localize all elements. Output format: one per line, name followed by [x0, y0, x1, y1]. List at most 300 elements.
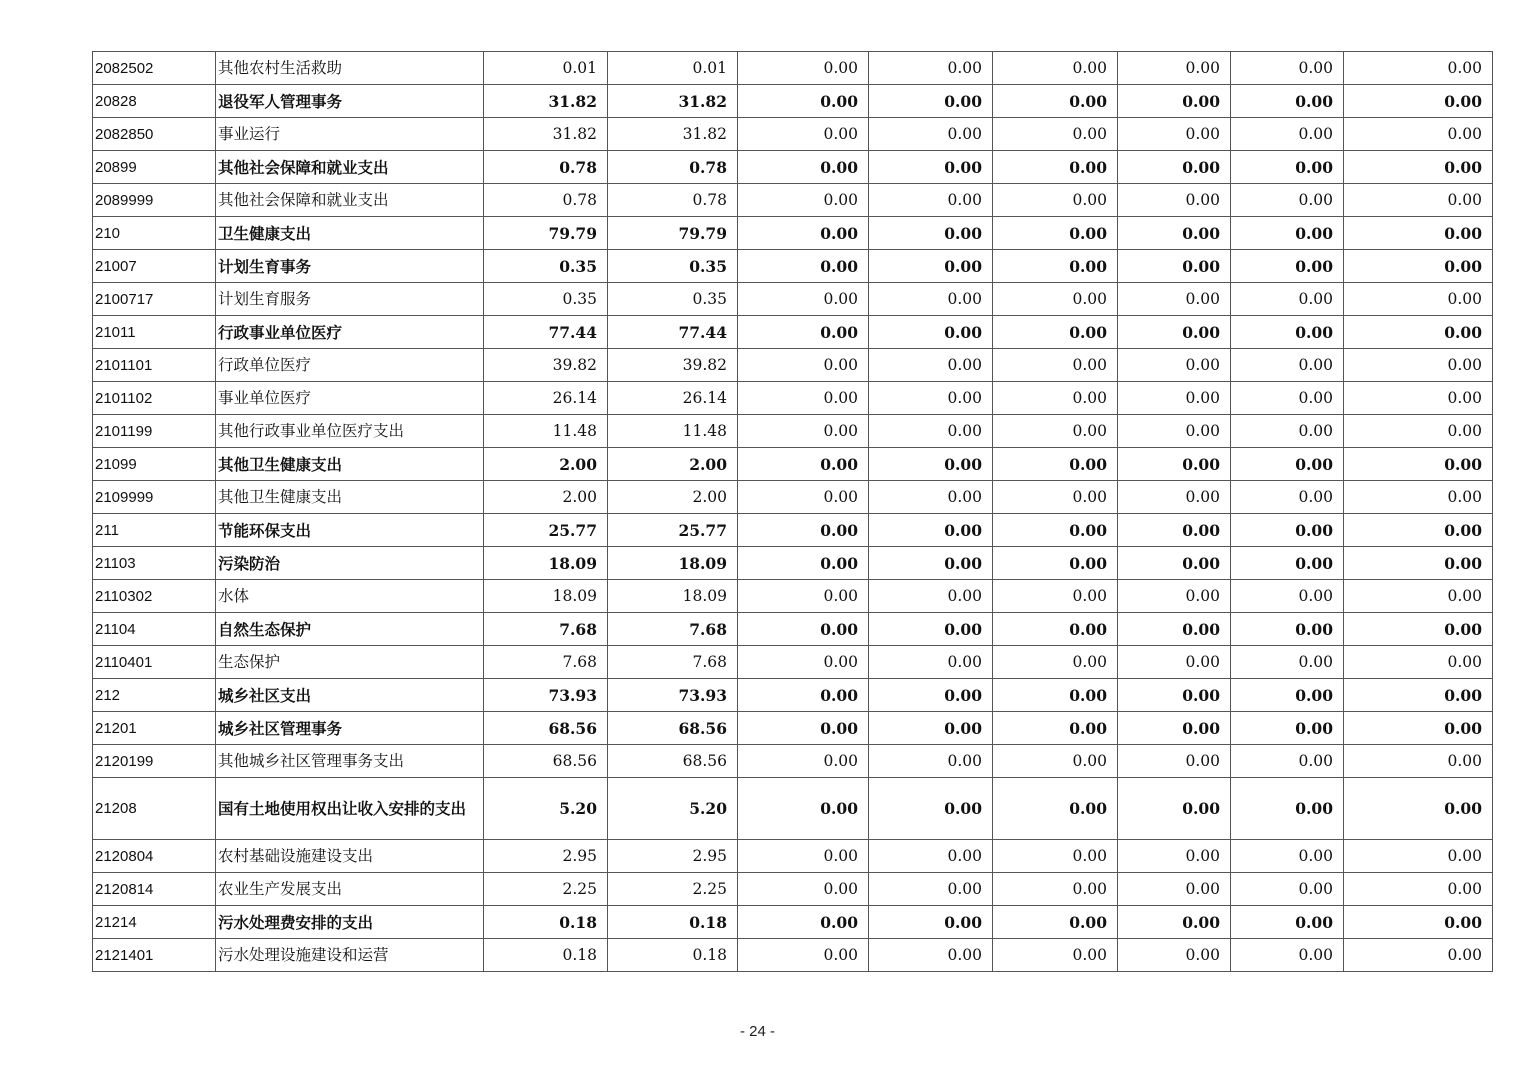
amount-cell: 11.48 — [484, 415, 608, 448]
amount-cell: 0.00 — [1231, 514, 1344, 547]
subject-code-cell: 2082850 — [93, 118, 216, 151]
subject-name-cell: 事业单位医疗 — [216, 382, 484, 415]
amount-cell: 0.00 — [1344, 840, 1493, 873]
amount-cell: 0.00 — [1344, 580, 1493, 613]
amount-cell: 0.00 — [993, 679, 1118, 712]
amount-cell: 0.00 — [1344, 382, 1493, 415]
amount-cell: 0.00 — [869, 184, 993, 217]
amount-cell: 0.00 — [1344, 613, 1493, 646]
amount-cell: 0.00 — [1118, 52, 1231, 85]
amount-cell: 77.44 — [484, 316, 608, 349]
amount-cell: 0.00 — [738, 52, 869, 85]
amount-cell: 0.78 — [608, 184, 738, 217]
subject-name-cell: 其他卫生健康支出 — [216, 481, 484, 514]
subject-name-cell: 其他农村生活救助 — [216, 52, 484, 85]
amount-cell: 0.00 — [738, 184, 869, 217]
subject-name-cell: 其他卫生健康支出 — [216, 448, 484, 481]
amount-cell: 25.77 — [484, 514, 608, 547]
amount-cell: 0.00 — [993, 745, 1118, 778]
amount-cell: 2.00 — [608, 481, 738, 514]
subject-name-cell: 水体 — [216, 580, 484, 613]
amount-cell: 0.18 — [608, 906, 738, 939]
amount-cell: 0.00 — [869, 481, 993, 514]
subject-code-cell: 21099 — [93, 448, 216, 481]
amount-cell: 0.00 — [993, 415, 1118, 448]
amount-cell: 18.09 — [484, 547, 608, 580]
amount-cell: 0.00 — [738, 873, 869, 906]
amount-cell: 0.00 — [738, 547, 869, 580]
amount-cell: 7.68 — [484, 646, 608, 679]
amount-cell: 0.00 — [869, 349, 993, 382]
table-row — [93, 613, 1493, 646]
amount-cell: 0.00 — [1231, 906, 1344, 939]
table-row — [93, 349, 1493, 382]
amount-cell: 0.00 — [869, 217, 993, 250]
amount-cell: 0.78 — [484, 184, 608, 217]
table-row — [93, 217, 1493, 250]
amount-cell: 0.01 — [484, 52, 608, 85]
amount-cell: 0.00 — [1231, 85, 1344, 118]
amount-cell: 0.00 — [869, 906, 993, 939]
amount-cell: 0.00 — [1231, 840, 1344, 873]
table-row — [93, 514, 1493, 547]
amount-cell: 0.00 — [1231, 547, 1344, 580]
table-row — [93, 873, 1493, 906]
subject-code-cell: 2101199 — [93, 415, 216, 448]
amount-cell: 18.09 — [608, 547, 738, 580]
subject-name-cell: 计划生育事务 — [216, 250, 484, 283]
subject-name-cell: 城乡社区支出 — [216, 679, 484, 712]
amount-cell: 0.00 — [993, 283, 1118, 316]
table-body — [93, 52, 1493, 972]
amount-cell: 0.00 — [1344, 316, 1493, 349]
amount-cell: 0.00 — [993, 712, 1118, 745]
amount-cell: 0.00 — [1344, 184, 1493, 217]
amount-cell: 0.00 — [1344, 151, 1493, 184]
amount-cell: 0.00 — [738, 85, 869, 118]
page-number: - 24 - — [739, 1023, 775, 1040]
amount-cell: 5.20 — [484, 778, 608, 840]
subject-code-cell: 21208 — [93, 778, 216, 840]
table-row — [93, 712, 1493, 745]
amount-cell: 0.00 — [1231, 250, 1344, 283]
amount-cell: 0.00 — [1344, 679, 1493, 712]
table-row — [93, 580, 1493, 613]
amount-cell: 73.93 — [608, 679, 738, 712]
amount-cell: 0.00 — [1344, 745, 1493, 778]
amount-cell: 0.18 — [484, 939, 608, 972]
amount-cell: 0.00 — [869, 580, 993, 613]
subject-code-cell: 20828 — [93, 85, 216, 118]
amount-cell: 0.00 — [1344, 415, 1493, 448]
subject-code-cell: 2120804 — [93, 840, 216, 873]
amount-cell: 0.00 — [1118, 151, 1231, 184]
amount-cell: 0.00 — [1344, 906, 1493, 939]
amount-cell: 0.00 — [738, 481, 869, 514]
amount-cell: 0.35 — [608, 250, 738, 283]
amount-cell: 68.56 — [608, 745, 738, 778]
amount-cell: 0.00 — [1344, 349, 1493, 382]
table-row — [93, 316, 1493, 349]
amount-cell: 0.00 — [993, 349, 1118, 382]
amount-cell: 18.09 — [484, 580, 608, 613]
amount-cell: 0.00 — [1231, 481, 1344, 514]
amount-cell: 0.00 — [993, 382, 1118, 415]
amount-cell: 0.00 — [1231, 349, 1344, 382]
subject-name-cell: 其他行政事业单位医疗支出 — [216, 415, 484, 448]
amount-cell: 0.00 — [1344, 217, 1493, 250]
amount-cell: 0.00 — [1231, 283, 1344, 316]
amount-cell: 0.00 — [1344, 52, 1493, 85]
amount-cell: 0.00 — [1231, 939, 1344, 972]
table-row — [93, 547, 1493, 580]
amount-cell: 0.00 — [993, 613, 1118, 646]
amount-cell: 0.00 — [738, 939, 869, 972]
amount-cell: 0.00 — [993, 547, 1118, 580]
amount-cell: 0.00 — [1344, 547, 1493, 580]
subject-code-cell: 21104 — [93, 613, 216, 646]
amount-cell: 0.00 — [1231, 873, 1344, 906]
subject-name-cell: 污水处理费安排的支出 — [216, 906, 484, 939]
subject-code-cell: 2082502 — [93, 52, 216, 85]
amount-cell: 0.00 — [1231, 646, 1344, 679]
amount-cell: 11.48 — [608, 415, 738, 448]
subject-name-cell: 生态保护 — [216, 646, 484, 679]
amount-cell: 0.78 — [484, 151, 608, 184]
amount-cell: 0.00 — [993, 646, 1118, 679]
amount-cell: 0.00 — [1231, 118, 1344, 151]
amount-cell: 77.44 — [608, 316, 738, 349]
subject-name-cell: 污水处理设施建设和运营 — [216, 939, 484, 972]
amount-cell: 0.00 — [869, 85, 993, 118]
budget-table — [92, 51, 1493, 972]
table-row — [93, 448, 1493, 481]
amount-cell: 0.18 — [484, 906, 608, 939]
amount-cell: 0.00 — [1231, 184, 1344, 217]
amount-cell: 25.77 — [608, 514, 738, 547]
amount-cell: 0.35 — [484, 250, 608, 283]
amount-cell: 0.00 — [1118, 382, 1231, 415]
amount-cell: 0.00 — [738, 415, 869, 448]
amount-cell: 0.00 — [869, 613, 993, 646]
amount-cell: 31.82 — [608, 118, 738, 151]
amount-cell: 0.00 — [738, 613, 869, 646]
amount-cell: 0.00 — [993, 939, 1118, 972]
amount-cell: 0.00 — [869, 778, 993, 840]
subject-name-cell: 计划生育服务 — [216, 283, 484, 316]
table-row — [93, 283, 1493, 316]
subject-name-cell: 行政单位医疗 — [216, 349, 484, 382]
amount-cell: 0.00 — [869, 646, 993, 679]
amount-cell: 0.00 — [1344, 939, 1493, 972]
amount-cell: 0.00 — [738, 118, 869, 151]
amount-cell: 0.00 — [738, 646, 869, 679]
subject-code-cell: 2121401 — [93, 939, 216, 972]
amount-cell: 18.09 — [608, 580, 738, 613]
amount-cell: 0.00 — [869, 679, 993, 712]
amount-cell: 0.01 — [608, 52, 738, 85]
amount-cell: 26.14 — [608, 382, 738, 415]
amount-cell: 0.00 — [1344, 448, 1493, 481]
subject-name-cell: 行政事业单位医疗 — [216, 316, 484, 349]
amount-cell: 0.00 — [738, 580, 869, 613]
table-row — [93, 151, 1493, 184]
amount-cell: 31.82 — [484, 85, 608, 118]
amount-cell: 0.00 — [1118, 349, 1231, 382]
amount-cell: 2.00 — [484, 481, 608, 514]
amount-cell: 73.93 — [484, 679, 608, 712]
table-row — [93, 840, 1493, 873]
amount-cell: 31.82 — [484, 118, 608, 151]
amount-cell: 0.00 — [1344, 646, 1493, 679]
amount-cell: 0.00 — [993, 514, 1118, 547]
amount-cell: 0.00 — [1231, 382, 1344, 415]
amount-cell: 0.00 — [869, 840, 993, 873]
amount-cell: 39.82 — [608, 349, 738, 382]
amount-cell: 0.00 — [738, 349, 869, 382]
amount-cell: 0.00 — [738, 745, 869, 778]
subject-name-cell: 其他社会保障和就业支出 — [216, 184, 484, 217]
amount-cell: 0.00 — [869, 118, 993, 151]
amount-cell: 0.00 — [993, 906, 1118, 939]
amount-cell: 0.00 — [869, 448, 993, 481]
amount-cell: 26.14 — [484, 382, 608, 415]
amount-cell: 0.00 — [869, 415, 993, 448]
amount-cell: 0.00 — [1231, 52, 1344, 85]
amount-cell: 68.56 — [608, 712, 738, 745]
amount-cell: 0.00 — [1118, 217, 1231, 250]
table-row — [93, 481, 1493, 514]
subject-code-cell: 210 — [93, 217, 216, 250]
amount-cell: 0.00 — [1344, 514, 1493, 547]
amount-cell: 7.68 — [484, 613, 608, 646]
amount-cell: 0.00 — [1118, 580, 1231, 613]
amount-cell: 0.00 — [738, 712, 869, 745]
amount-cell: 0.00 — [1231, 613, 1344, 646]
amount-cell: 0.00 — [1231, 151, 1344, 184]
subject-code-cell: 21103 — [93, 547, 216, 580]
amount-cell: 0.00 — [1344, 250, 1493, 283]
subject-code-cell: 2089999 — [93, 184, 216, 217]
amount-cell: 0.00 — [993, 840, 1118, 873]
subject-code-cell: 21007 — [93, 250, 216, 283]
subject-name-cell: 城乡社区管理事务 — [216, 712, 484, 745]
table-row — [93, 646, 1493, 679]
amount-cell: 0.00 — [993, 52, 1118, 85]
amount-cell: 0.00 — [738, 778, 869, 840]
amount-cell: 0.00 — [1231, 316, 1344, 349]
amount-cell: 0.00 — [1231, 448, 1344, 481]
amount-cell: 0.00 — [738, 382, 869, 415]
amount-cell: 0.00 — [738, 283, 869, 316]
amount-cell: 0.00 — [869, 382, 993, 415]
amount-cell: 2.25 — [484, 873, 608, 906]
amount-cell: 0.00 — [1118, 906, 1231, 939]
amount-cell: 0.00 — [993, 580, 1118, 613]
subject-code-cell: 2120814 — [93, 873, 216, 906]
amount-cell: 0.00 — [1118, 613, 1231, 646]
table-row — [93, 745, 1493, 778]
table-row — [93, 778, 1493, 840]
amount-cell: 7.68 — [608, 646, 738, 679]
amount-cell: 5.20 — [608, 778, 738, 840]
amount-cell: 0.00 — [738, 151, 869, 184]
amount-cell: 0.00 — [1118, 679, 1231, 712]
table-row — [93, 906, 1493, 939]
table-row — [93, 184, 1493, 217]
subject-code-cell: 2101102 — [93, 382, 216, 415]
subject-code-cell: 2109999 — [93, 481, 216, 514]
subject-code-cell: 2110401 — [93, 646, 216, 679]
amount-cell: 68.56 — [484, 745, 608, 778]
amount-cell: 0.00 — [993, 316, 1118, 349]
subject-name-cell: 其他社会保障和就业支出 — [216, 151, 484, 184]
amount-cell: 0.00 — [869, 283, 993, 316]
table-row — [93, 52, 1493, 85]
amount-cell: 0.00 — [869, 514, 993, 547]
amount-cell: 0.00 — [993, 217, 1118, 250]
amount-cell: 0.00 — [1118, 547, 1231, 580]
amount-cell: 0.00 — [1344, 712, 1493, 745]
amount-cell: 0.00 — [1118, 118, 1231, 151]
amount-cell: 0.00 — [1118, 646, 1231, 679]
amount-cell: 2.00 — [484, 448, 608, 481]
amount-cell: 0.18 — [608, 939, 738, 972]
amount-cell: 0.00 — [1118, 184, 1231, 217]
amount-cell: 0.00 — [738, 840, 869, 873]
amount-cell: 0.00 — [1118, 283, 1231, 316]
amount-cell: 0.00 — [869, 151, 993, 184]
amount-cell: 0.00 — [869, 316, 993, 349]
amount-cell: 0.35 — [608, 283, 738, 316]
subject-name-cell: 农业生产发展支出 — [216, 873, 484, 906]
amount-cell: 0.00 — [993, 151, 1118, 184]
amount-cell: 0.00 — [738, 448, 869, 481]
amount-cell: 0.00 — [1118, 712, 1231, 745]
table-row — [93, 679, 1493, 712]
amount-cell: 0.00 — [869, 939, 993, 972]
subject-name-cell: 国有土地使用权出让收入安排的支出 — [216, 778, 484, 840]
amount-cell: 0.00 — [869, 745, 993, 778]
amount-cell: 0.00 — [993, 118, 1118, 151]
amount-cell: 2.95 — [608, 840, 738, 873]
amount-cell: 0.00 — [1118, 514, 1231, 547]
subject-name-cell: 污染防治 — [216, 547, 484, 580]
subject-code-cell: 211 — [93, 514, 216, 547]
subject-code-cell: 21214 — [93, 906, 216, 939]
amount-cell: 0.00 — [869, 547, 993, 580]
amount-cell: 0.00 — [1118, 778, 1231, 840]
amount-cell: 0.00 — [1231, 415, 1344, 448]
amount-cell: 79.79 — [484, 217, 608, 250]
amount-cell: 0.00 — [993, 184, 1118, 217]
amount-cell: 0.00 — [993, 250, 1118, 283]
subject-code-cell: 2100717 — [93, 283, 216, 316]
amount-cell: 39.82 — [484, 349, 608, 382]
amount-cell: 0.78 — [608, 151, 738, 184]
amount-cell: 0.00 — [1231, 679, 1344, 712]
amount-cell: 0.00 — [993, 873, 1118, 906]
subject-code-cell: 2120199 — [93, 745, 216, 778]
amount-cell: 0.00 — [993, 481, 1118, 514]
table-row — [93, 85, 1493, 118]
amount-cell: 0.00 — [1118, 745, 1231, 778]
amount-cell: 0.00 — [869, 873, 993, 906]
amount-cell: 2.00 — [608, 448, 738, 481]
amount-cell: 0.00 — [1231, 778, 1344, 840]
amount-cell: 0.00 — [1118, 448, 1231, 481]
amount-cell: 0.00 — [1118, 873, 1231, 906]
subject-code-cell: 2101101 — [93, 349, 216, 382]
amount-cell: 0.00 — [993, 448, 1118, 481]
amount-cell: 0.00 — [1231, 745, 1344, 778]
subject-code-cell: 21201 — [93, 712, 216, 745]
amount-cell: 0.00 — [738, 906, 869, 939]
amount-cell: 0.00 — [1118, 250, 1231, 283]
amount-cell: 0.00 — [1118, 939, 1231, 972]
amount-cell: 31.82 — [608, 85, 738, 118]
subject-name-cell: 农村基础设施建设支出 — [216, 840, 484, 873]
amount-cell: 0.00 — [1118, 85, 1231, 118]
subject-name-cell: 事业运行 — [216, 118, 484, 151]
amount-cell: 0.00 — [993, 778, 1118, 840]
amount-cell: 0.00 — [1344, 873, 1493, 906]
amount-cell: 0.00 — [1344, 118, 1493, 151]
subject-name-cell: 节能环保支出 — [216, 514, 484, 547]
subject-code-cell: 212 — [93, 679, 216, 712]
amount-cell: 0.00 — [869, 712, 993, 745]
amount-cell: 79.79 — [608, 217, 738, 250]
amount-cell: 0.00 — [1118, 415, 1231, 448]
amount-cell: 0.00 — [1344, 778, 1493, 840]
amount-cell: 0.00 — [993, 85, 1118, 118]
amount-cell: 0.00 — [1118, 481, 1231, 514]
subject-name-cell: 其他城乡社区管理事务支出 — [216, 745, 484, 778]
amount-cell: 2.25 — [608, 873, 738, 906]
amount-cell: 0.00 — [738, 514, 869, 547]
table-row — [93, 382, 1493, 415]
subject-code-cell: 2110302 — [93, 580, 216, 613]
subject-code-cell: 21011 — [93, 316, 216, 349]
amount-cell: 0.00 — [1118, 840, 1231, 873]
amount-cell: 0.35 — [484, 283, 608, 316]
amount-cell: 0.00 — [738, 316, 869, 349]
table-row — [93, 118, 1493, 151]
amount-cell: 0.00 — [1231, 580, 1344, 613]
amount-cell: 0.00 — [869, 52, 993, 85]
amount-cell: 2.95 — [484, 840, 608, 873]
subject-code-cell: 20899 — [93, 151, 216, 184]
amount-cell: 0.00 — [738, 250, 869, 283]
subject-name-cell: 自然生态保护 — [216, 613, 484, 646]
amount-cell: 0.00 — [1344, 85, 1493, 118]
amount-cell: 0.00 — [738, 679, 869, 712]
table-row — [93, 415, 1493, 448]
subject-name-cell: 卫生健康支出 — [216, 217, 484, 250]
amount-cell: 0.00 — [1344, 283, 1493, 316]
amount-cell: 0.00 — [869, 250, 993, 283]
amount-cell: 0.00 — [1344, 481, 1493, 514]
amount-cell: 7.68 — [608, 613, 738, 646]
table-row — [93, 939, 1493, 972]
amount-cell: 0.00 — [1231, 712, 1344, 745]
table-row — [93, 250, 1493, 283]
amount-cell: 0.00 — [1118, 316, 1231, 349]
amount-cell: 0.00 — [738, 217, 869, 250]
amount-cell: 68.56 — [484, 712, 608, 745]
amount-cell: 0.00 — [1231, 217, 1344, 250]
subject-name-cell: 退役军人管理事务 — [216, 85, 484, 118]
